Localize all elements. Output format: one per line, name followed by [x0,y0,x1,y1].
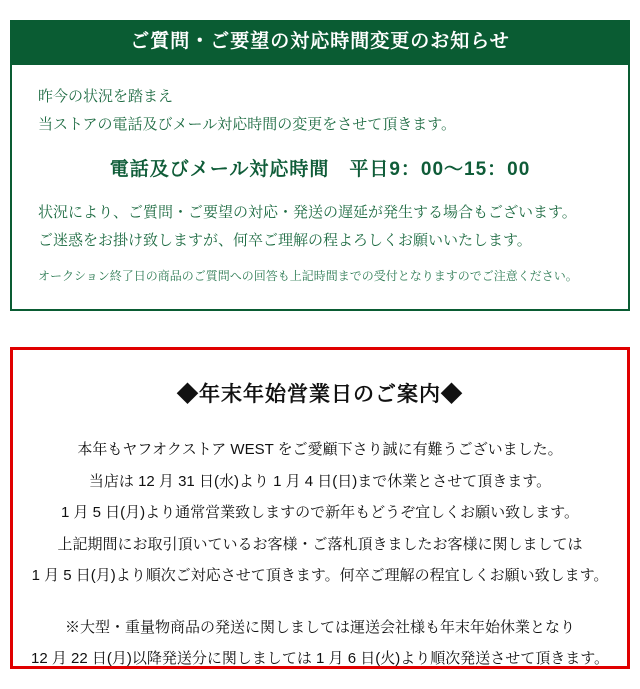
red-notice-line-7: 12 月 22 日(月)以降発送分に関しましては 1 月 6 日(火)より順次発送させて頂きます。 [31,650,610,667]
red-notice-line-3: 1 月 5 日(月)より通常営業致しますので新年もどうぞ宜しくお願い致します。 [61,504,579,521]
red-notice-line-1: 本年もヤフオクストア WEST をご愛顧下さり誠に有難うございました。 [77,441,563,458]
green-notice-line-4: ご迷惑をお掛け致しますが、何卒ご理解の程よろしくお願いいたします。 [38,232,532,250]
red-notice-line-2: 当店は 12 月 31 日(水)より 1 月 4 日(日)まで休業とさせて頂きます。 [88,472,552,490]
green-notice-footnote: オークション終了日の商品のご質問への回答も上記時間までの受付となりますのでご注意ください。 [38,268,578,283]
red-notice-line-6: ※大型・重量物商品の発送に関しましては運送会社様も年末年始休業となり [64,618,575,636]
support-hours-text: 電話及びメール対応時間 平日9：00〜15：00 [109,158,531,180]
green-notice-gap [38,256,602,266]
green-notice-line-2: 当ストアの電話及びメール対応時間の変更をさせて頂きます。 [38,116,457,134]
green-notice-line-3: 状況により、ご質問・ご要望の対応・発送の遅延が発生する場合もございます。 [38,203,577,221]
green-notice-body [12,65,628,310]
red-notice-box [10,347,630,669]
green-notice-header: ご質問・ご要望の対応時間変更のお知らせ [12,22,628,65]
red-notice-line-5: 1 月 5 日(月)より順次ご対応させて頂きます。何卒ご理解の程宜しくお願い致します。 [31,567,609,584]
green-notice-box [10,20,630,311]
red-notice-spacer [31,592,609,612]
green-notice-line-1: 昨今の状況を踏まえ [38,87,174,105]
red-notice-line-4: 上記期間にお取引頂いているお客様・ご落札頂きましたお客様に関しましては [57,535,583,553]
red-notice-title: ◆年末年始営業日のご案内◆ [177,383,463,406]
